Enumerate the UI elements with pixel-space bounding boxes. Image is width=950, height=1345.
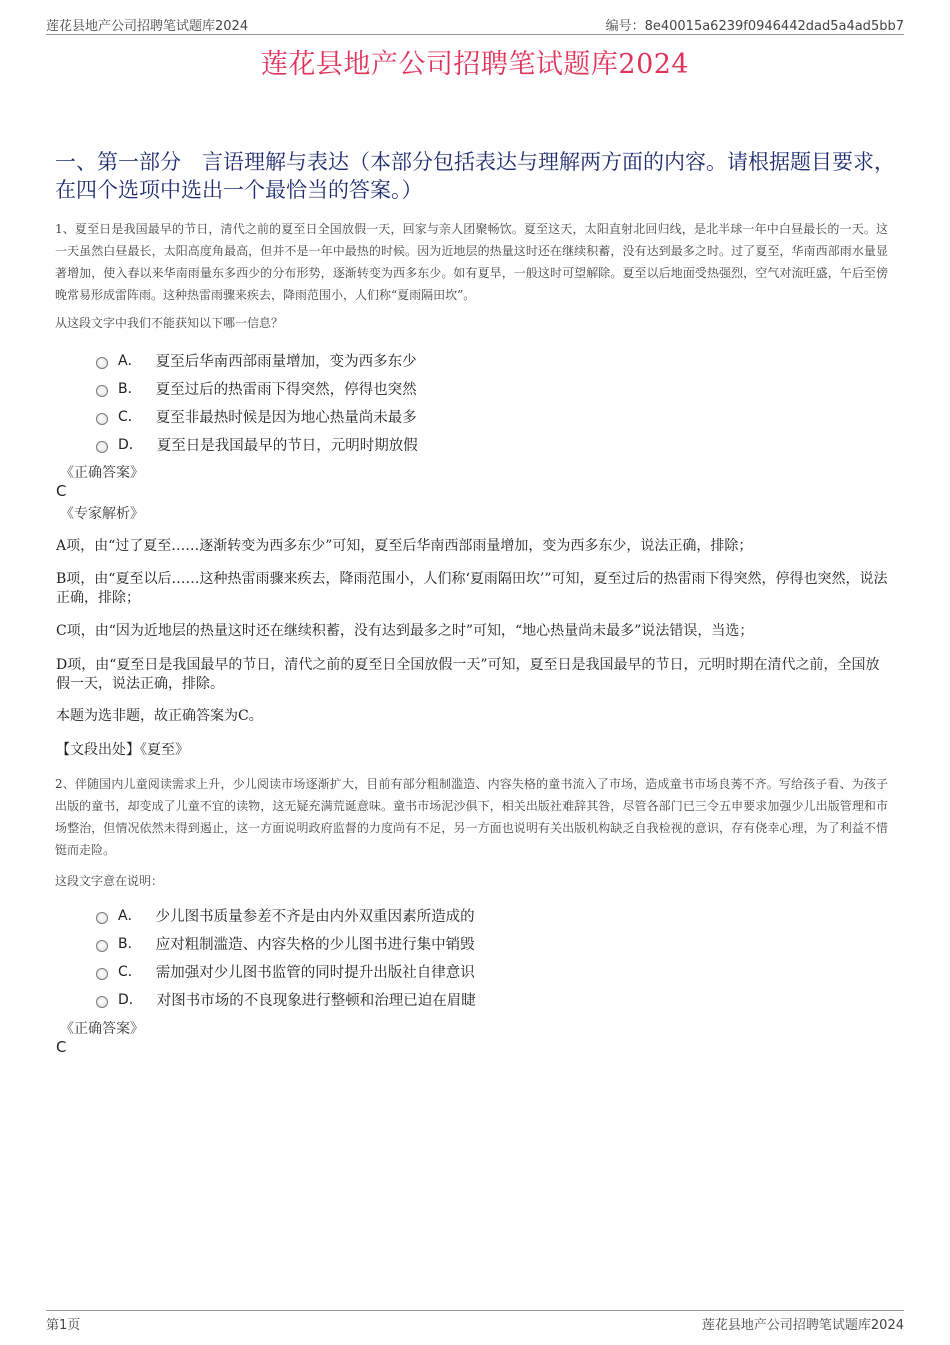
question-1-option-a[interactable] [96, 346, 418, 374]
question-1-passage: 1、夏至日是我国最早的节日，清代之前的夏至日全国放假一天，回家与亲人团聚畅饮。夏至这天，太阳直射北回归线，是北半球一年中白昼最长的一天。这一天虽然白昼最长，太阳高度角最高，但并不是一年中最热的时候。因为近地层的热量这时还在继续积蓄，没有达到最多之时。过了夏至，华南西部雨水量显著增加，使入春以来华南雨量东多西少的分布形势，逐渐转变为西多东少。如有夏旱，一般这时可望解除。夏至以后地面受热强烈，空气对流旺盛，午后至傍晚常易形成雷阵雨。这种热雷雨骤来疾去，降雨范围小，人们称“夏雨隔田坎”。 [55, 222, 888, 302]
question-1-options [96, 346, 418, 458]
radio-button-icon[interactable] [96, 413, 108, 425]
document-title: 莲花县地产公司招聘笔试题库2024 [260, 49, 690, 80]
option-text: 应对粗制滥造、内容失格的少儿图书进行集中销毁 [155, 936, 475, 953]
option-text: 对图书市场的不良现象进行整顿和治理已迫在眉睫 [156, 992, 476, 1009]
question-2-passage: 2、伴随国内儿童阅读需求上升，少儿阅读市场逐渐扩大，目前有部分粗制滥造、内容失格的童书流入了市场，造成童书市场良莠不齐。写给孩子看、为孩子出版的童书，却变成了儿童不宜的读物，这无疑充满荒诞意味。童书市场泥沙俱下，相关出版社难辞其咎，尽管各部门已三令五申要求加强少儿出版管理和市场整治，但情况依然未得到遏止，这一方面说明政府监督的力度尚有不足，另一方面也说明有关出版机构缺乏自我检视的意识，存有侥幸心理，为了利益不惜铤而走险。 [55, 777, 888, 857]
option-letter: D． [118, 437, 143, 453]
footer-doc-name: 莲花县地产公司招聘笔试题库2024 [701, 1318, 904, 1333]
option-letter: A． [118, 908, 142, 924]
header-doc-name: 莲花县地产公司招聘笔试题库2024 [46, 19, 249, 34]
option-letter: D． [118, 992, 143, 1008]
question-1-analysis-label: 《专家解析》 [60, 506, 144, 522]
question-1-prompt: 从这段文字中我们不能获知以下哪一信息？ [55, 316, 284, 330]
question-2-answer-label: 《正确答案》 [60, 1021, 144, 1037]
question-2-options [96, 901, 476, 1013]
radio-button-icon[interactable] [96, 357, 108, 369]
option-text: 夏至非最热时候是因为地心热量尚未最多 [155, 409, 417, 426]
question-1-option-b[interactable] [96, 374, 418, 402]
option-letter: A． [118, 353, 142, 369]
question-2-answer: C [56, 1038, 67, 1056]
option-letter: B． [118, 381, 142, 397]
option-text: 少儿图书质量参差不齐是由内外双重因素所造成的 [155, 908, 475, 925]
footer-page-number: 第1页 [46, 1318, 81, 1333]
radio-button-icon[interactable] [96, 912, 108, 924]
question-2-option-a[interactable] [96, 901, 476, 929]
radio-button-icon[interactable] [96, 968, 108, 980]
radio-button-icon[interactable] [96, 996, 108, 1008]
question-1-option-d[interactable] [96, 430, 418, 458]
radio-button-icon[interactable] [96, 385, 108, 397]
page-footer [46, 1310, 904, 1333]
option-letter: C． [118, 409, 142, 425]
analysis-paragraph-d: D项，由“夏至日是我国最早的节日，清代之前的夏至日全国放假一天”可知，夏至日是我国最早的节日，元明时期在清代之前，全国放假一天，说法正确，排除。 [56, 657, 880, 692]
analysis-source: 【文段出处】《夏至》 [56, 742, 189, 758]
radio-button-icon[interactable] [96, 940, 108, 952]
question-2-option-c[interactable] [96, 957, 476, 985]
option-text: 夏至日是我国最早的节日，元明时期放假 [156, 437, 418, 454]
page-header [46, 14, 904, 35]
analysis-paragraph-b: B项，由“夏至以后……这种热雷雨骤来疾去，降雨范围小，人们称‘夏雨隔田坎’”可知，夏至过后的热雷雨下得突然，停得也突然，说法正确，排除； [56, 571, 888, 606]
option-text: 夏至过后的热雷雨下得突然，停得也突然 [155, 381, 417, 398]
analysis-paragraph-a: A项，由“过了夏至……逐渐转变为西多东少”可知，夏至后华南西部雨量增加，变为西多东少，说法正确，排除； [56, 538, 753, 554]
question-2-prompt: 这段文字意在说明： [55, 874, 164, 888]
header-doc-id: 编号：8e40015a6239f0946442dad5a4ad5bb7 [605, 19, 904, 34]
question-2-option-b[interactable] [96, 929, 476, 957]
question-2-option-d[interactable] [96, 985, 476, 1013]
question-1-answer: C [56, 482, 67, 500]
option-text: 夏至后华南西部雨量增加，变为西多东少 [155, 353, 417, 370]
option-letter: C． [118, 964, 142, 980]
option-letter: B． [118, 936, 142, 952]
section-title: 一、第一部分 言语理解与表达（本部分包括表达与理解两方面的内容。请根据题目要求，在四个选项中选出一个最恰当的答案。） [55, 150, 895, 202]
analysis-conclusion: 本题为选非题，故正确答案为C。 [56, 708, 263, 724]
analysis-paragraph-c: C项，由“因为近地层的热量这时还在继续积蓄，没有达到最多之时”可知，“地心热量尚未最多”说法错误，当选； [56, 623, 754, 639]
radio-button-icon[interactable] [96, 441, 108, 453]
option-text: 需加强对少儿图书监管的同时提升出版社自律意识 [155, 964, 475, 981]
question-1-option-c[interactable] [96, 402, 418, 430]
question-1-answer-label: 《正确答案》 [60, 465, 144, 481]
